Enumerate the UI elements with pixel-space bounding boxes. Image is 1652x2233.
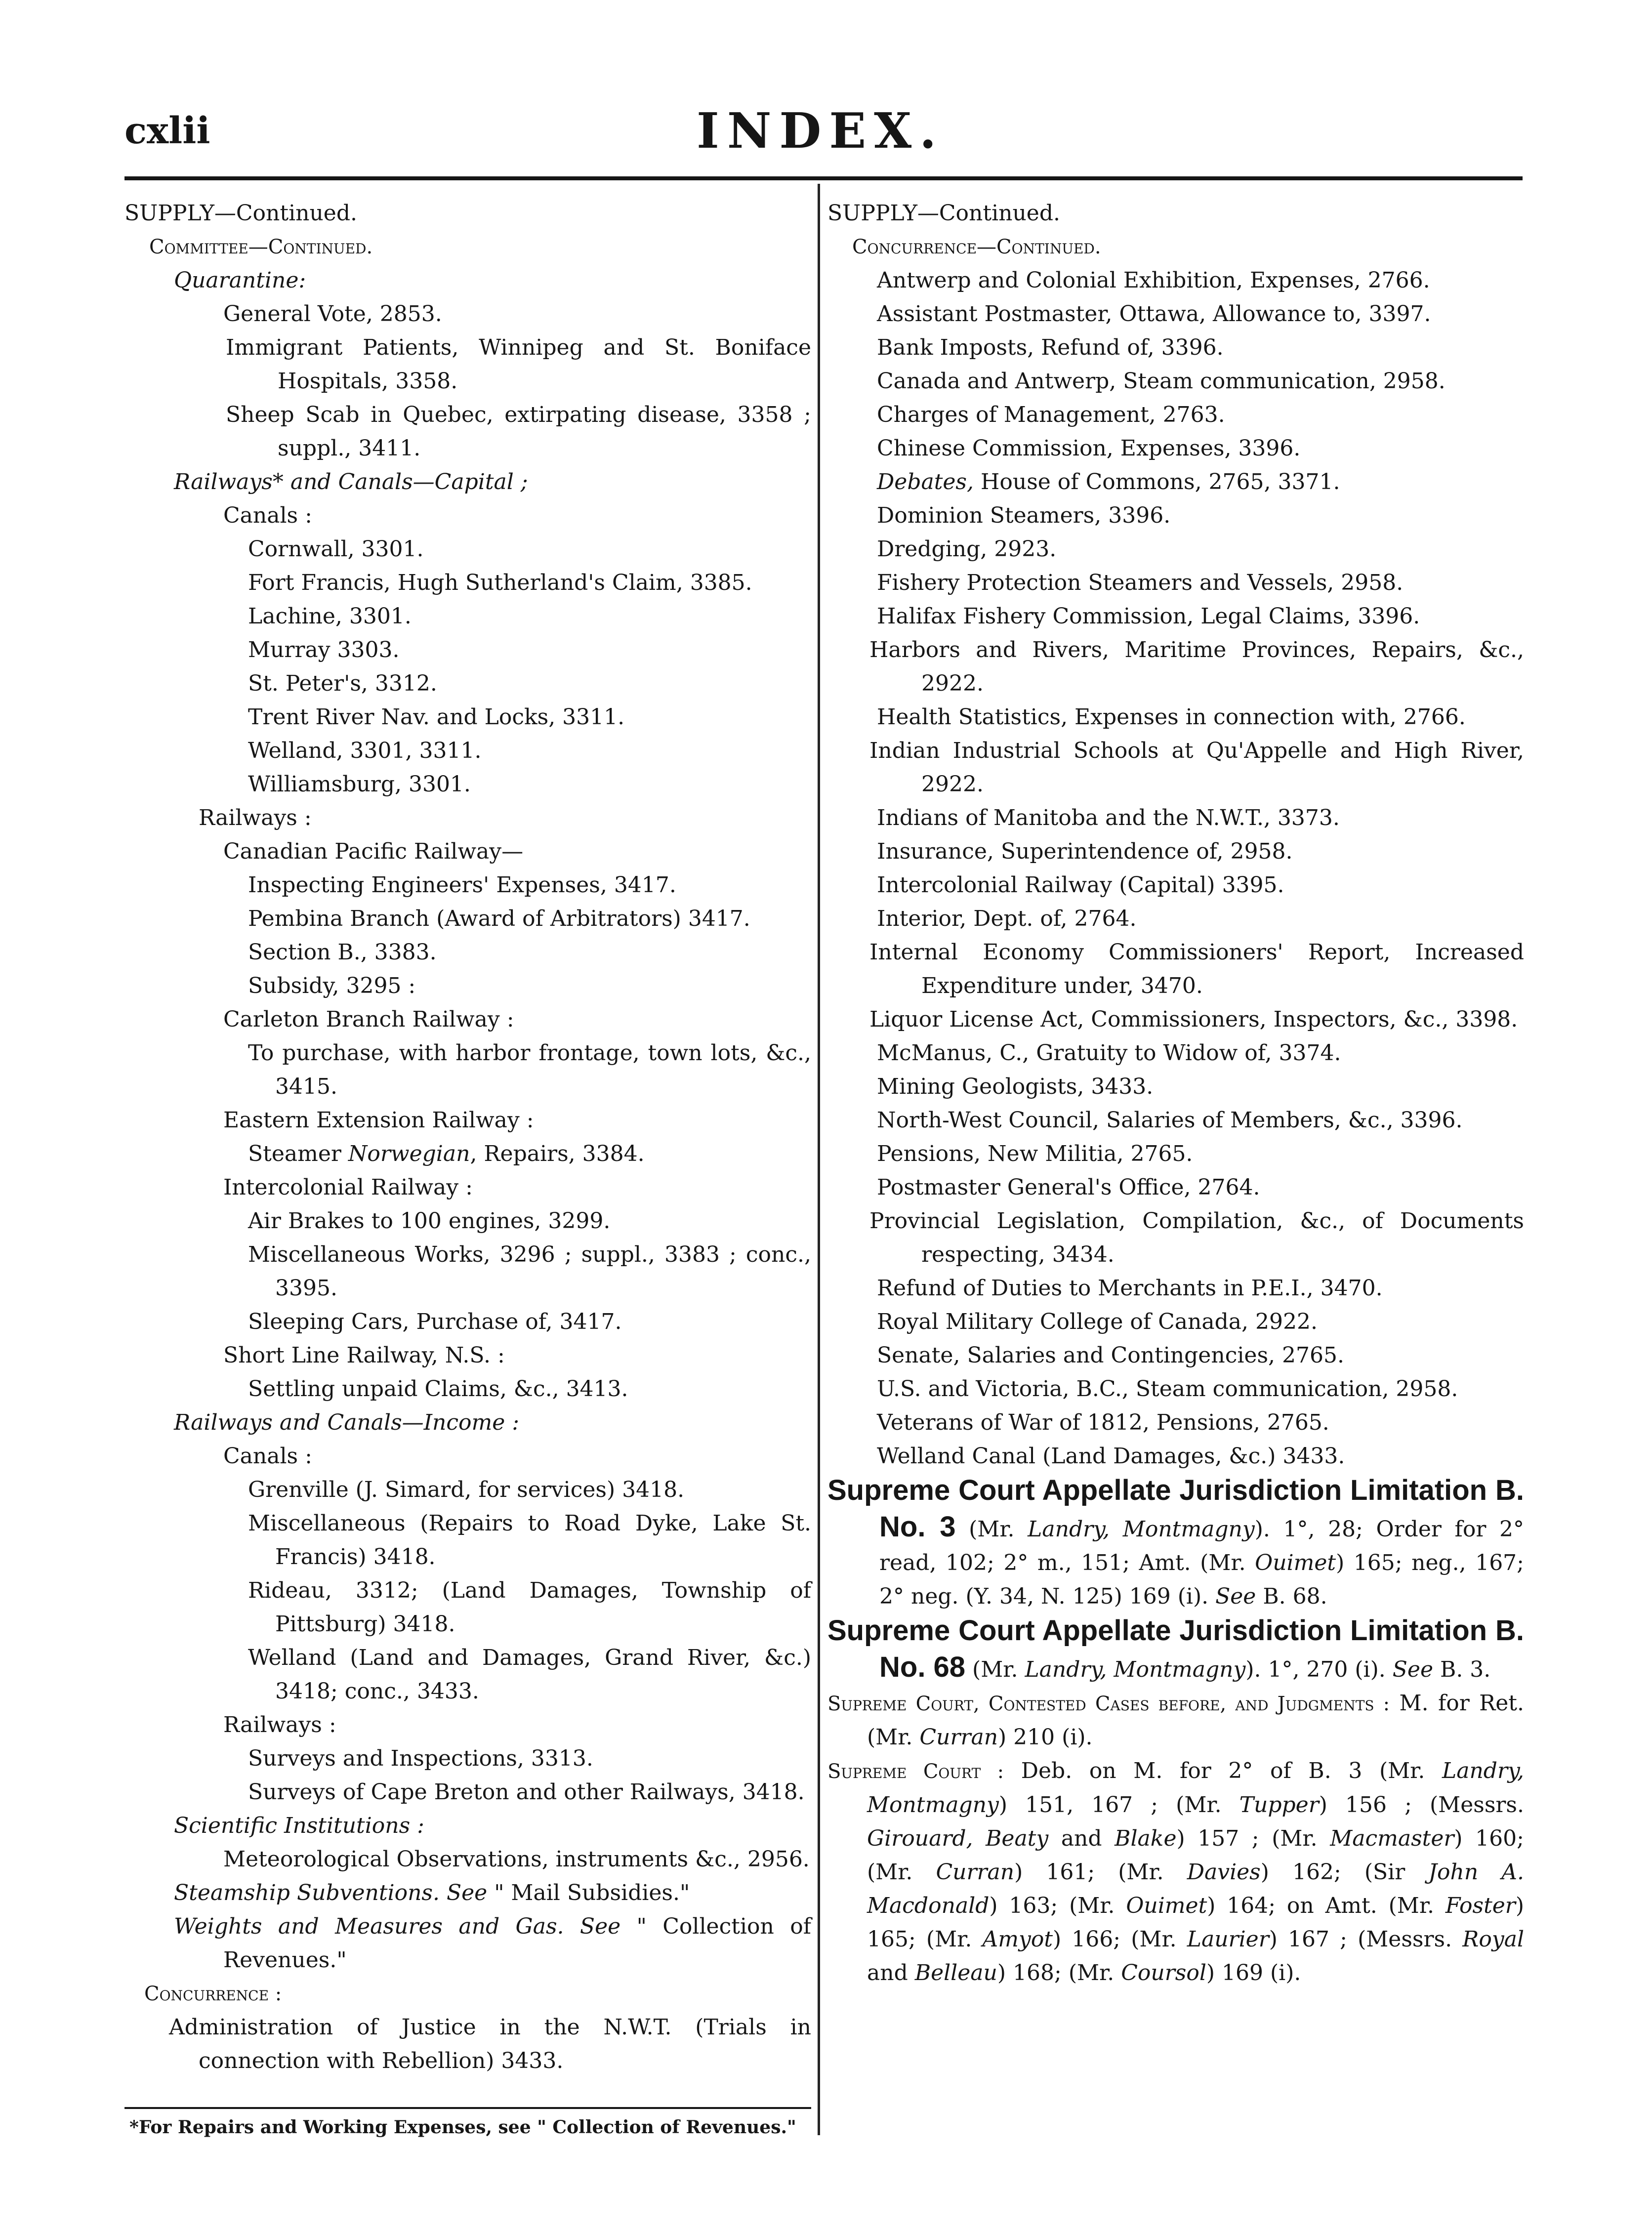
entry-text: ) 161; (Mr. bbox=[1014, 1860, 1187, 1885]
entry-text: ) 165; neg., 167; 2° neg. (Y. 34, N. 125) 169 (i). bbox=[879, 1550, 1525, 1609]
group-heading: Canals : bbox=[223, 1444, 312, 1469]
index-entry: Surveys of Cape Breton and other Railways, 3418. bbox=[248, 1779, 805, 1805]
category-heading: Quarantine: bbox=[174, 268, 306, 293]
entry-text: ) 168; (Mr. bbox=[997, 1960, 1121, 1985]
index-entry: Indian Industrial Schools at Qu'Appelle and High River, 2922. bbox=[869, 738, 1524, 797]
index-entry: Inspecting Engineers' Expenses, 3417. bbox=[248, 872, 676, 898]
footnote-rule bbox=[124, 2107, 811, 2109]
entry-text: Steamship Subventions. See bbox=[174, 1880, 488, 1905]
index-entry: Subsidy, 3295 : bbox=[248, 973, 416, 998]
index-entry: To purchase, with harbor frontage, town lots, &c., 3415. bbox=[248, 1040, 811, 1099]
bill-entry-68 bbox=[827, 1613, 1524, 1687]
index-entry: Administration of Justice in the N.W.T. (Trials in connection with Rebellion) 3433. bbox=[169, 2015, 811, 2073]
member-name: Ouimet bbox=[1255, 1550, 1336, 1575]
page-title: INDEX. bbox=[697, 103, 945, 160]
see-label: See bbox=[1392, 1657, 1433, 1682]
index-entry: Bank Imposts, Refund of, 3396. bbox=[877, 335, 1224, 360]
index-entry: Miscellaneous (Repairs to Road Dyke, Lake St. Francis) 3418. bbox=[248, 1511, 811, 1570]
index-entry: Royal Military College of Canada, 2922. bbox=[877, 1309, 1318, 1334]
member-name: Curran bbox=[919, 1725, 998, 1750]
group-heading: Railways : bbox=[223, 1712, 336, 1737]
member-name: Coursol bbox=[1121, 1960, 1206, 1985]
index-entry: Pensions, New Militia, 2765. bbox=[877, 1141, 1193, 1166]
entry-text: ) 167 ; (Messrs. bbox=[1269, 1927, 1463, 1952]
subsection-heading: Concurrence : bbox=[144, 1983, 282, 2005]
index-entry: Section B., 3383. bbox=[248, 940, 437, 965]
member-name: Foster bbox=[1445, 1893, 1516, 1918]
supreme-court-contested-cases-entry bbox=[827, 1687, 1524, 1754]
index-entry: Dominion Steamers, 3396. bbox=[877, 503, 1171, 528]
cross-reference: B. 3. bbox=[1433, 1657, 1491, 1682]
entry-text: Deb. on M. for 2° of B. 3 (Mr. bbox=[1004, 1758, 1442, 1783]
member-name: Macmaster bbox=[1330, 1826, 1454, 1851]
entry-text: ) 164; on Amt. (Mr. bbox=[1207, 1893, 1446, 1918]
entry-text: (Mr. bbox=[955, 1517, 1028, 1542]
entry-text: ) 151, 167 ; (Mr. bbox=[998, 1792, 1239, 1818]
member-name: Royal bbox=[1462, 1927, 1525, 1952]
entry-heading: Supreme Court : bbox=[827, 1760, 1004, 1783]
index-entry: Pembina Branch (Award of Arbitrators) 3417. bbox=[248, 906, 750, 931]
member-name: Belleau bbox=[914, 1960, 997, 1985]
category-heading: Railways* and Canals—Capital ; bbox=[174, 469, 528, 495]
index-entry: Welland (Land and Damages, Grand River, &c.) 3418; conc., 3433. bbox=[248, 1645, 811, 1704]
index-entry: Williamsburg, 3301. bbox=[248, 772, 471, 797]
index-entry: Rideau, 3312; (Land Damages, Township of Pittsburg) 3418. bbox=[248, 1578, 811, 1637]
entry-text: ) 157 ; (Mr. bbox=[1176, 1826, 1330, 1851]
entry-heading: Supreme Court, Contested Cases before, and Judgments : bbox=[827, 1693, 1390, 1715]
entry-text: ) 169 (i). bbox=[1206, 1960, 1301, 1985]
index-entry: Interior, Dept. of, 2764. bbox=[877, 906, 1137, 931]
index-entry: Health Statistics, Expenses in connection with, 2766. bbox=[877, 704, 1466, 730]
index-entry: Sheep Scab in Quebec, extirpating disease, 3358 ; suppl., 3411. bbox=[226, 402, 811, 461]
index-entry: Canada and Antwerp, Steam communication, 2958. bbox=[877, 369, 1446, 394]
index-entry: Indians of Manitoba and the N.W.T., 3373. bbox=[877, 805, 1340, 830]
entry-text: ) 156 ; (Messrs. bbox=[1319, 1792, 1524, 1818]
index-entry: Fishery Protection Steamers and Vessels, 2958. bbox=[877, 570, 1404, 595]
index-entry: Senate, Salaries and Contingencies, 2765. bbox=[877, 1343, 1344, 1368]
index-entry bbox=[124, 1876, 811, 1910]
group-heading: Railways : bbox=[199, 805, 312, 830]
index-entry: Insurance, Superintendence of, 2958. bbox=[877, 839, 1293, 864]
index-entry bbox=[124, 1137, 811, 1171]
index-entry: Welland, 3301, 3311. bbox=[248, 738, 482, 763]
ship-name: Norwegian bbox=[348, 1141, 470, 1166]
member-name: Landry, Montmagny bbox=[1028, 1517, 1255, 1542]
page-number: cxlii bbox=[124, 110, 210, 152]
index-entry: Charges of Management, 2763. bbox=[877, 402, 1225, 427]
entry-text: House of Commons, 2765, 3371. bbox=[974, 469, 1340, 495]
entry-text: ) 166; (Mr. bbox=[1053, 1927, 1187, 1952]
bill-title: Supreme Court Appellate Jurisdiction Limitation B. No. 3 bbox=[827, 1474, 1524, 1543]
entry-text: ). 1°, 28; Order for 2° read, 102; 2° m., 151; Amt. (Mr. bbox=[879, 1517, 1524, 1575]
group-heading: Eastern Extension Railway : bbox=[223, 1108, 534, 1133]
group-heading: Short Line Railway, N.S. : bbox=[223, 1343, 505, 1368]
subsection-heading: Committee—Continued. bbox=[149, 236, 373, 258]
index-entry: Harbors and Rivers, Maritime Provinces, Repairs, &c., 2922. bbox=[869, 637, 1524, 696]
index-entry: Sleeping Cars, Purchase of, 3417. bbox=[248, 1309, 622, 1334]
index-entry: Dredging, 2923. bbox=[877, 537, 1057, 562]
index-entry: Provincial Legislation, Compilation, &c., of Documents respecting, 3434. bbox=[869, 1208, 1524, 1267]
entry-text: ) 162; (Sir bbox=[1260, 1860, 1429, 1885]
entry-text: and bbox=[1048, 1826, 1115, 1851]
bill-entry-3 bbox=[827, 1473, 1524, 1613]
entry-text: ) 165; (Mr. bbox=[867, 1893, 1524, 1952]
index-entry: St. Peter's, 3312. bbox=[248, 671, 437, 696]
index-entry: Murray 3303. bbox=[248, 637, 400, 662]
group-heading: Canals : bbox=[223, 503, 312, 528]
section-heading: SUPPLY—Continued. bbox=[827, 201, 1061, 226]
member-name: Davies bbox=[1187, 1860, 1261, 1885]
index-entry bbox=[124, 1910, 811, 1977]
entry-text: Debates, bbox=[877, 469, 974, 495]
index-entry: Air Brakes to 100 engines, 3299. bbox=[248, 1208, 611, 1234]
group-heading: Intercolonial Railway : bbox=[223, 1175, 473, 1200]
member-name: Tupper bbox=[1239, 1792, 1319, 1818]
section-heading bbox=[124, 197, 811, 230]
member-name: Curran bbox=[936, 1860, 1015, 1885]
index-entry: Antwerp and Colonial Exhibition, Expenses, 2766. bbox=[877, 268, 1430, 293]
entry-text: M. for Ret. (Mr. bbox=[867, 1691, 1524, 1750]
subsection-heading: Concurrence—Continued. bbox=[852, 236, 1101, 258]
group-heading: Canadian Pacific Railway— bbox=[223, 839, 524, 864]
entry-text: ) 163; (Mr. bbox=[989, 1893, 1126, 1918]
member-name: Amyot bbox=[982, 1927, 1053, 1952]
index-entry: Surveys and Inspections, 3313. bbox=[248, 1746, 593, 1771]
index-entry: Chinese Commission, Expenses, 3396. bbox=[877, 436, 1301, 461]
index-entry: Postmaster General's Office, 2764. bbox=[877, 1175, 1260, 1200]
member-name: Landry, Montmagny bbox=[1025, 1657, 1246, 1682]
index-entry: General Vote, 2853. bbox=[223, 301, 442, 327]
entry-text: Steamer bbox=[248, 1141, 348, 1166]
index-entry: Liquor License Act, Commissioners, Inspectors, &c., 3398. bbox=[869, 1007, 1518, 1032]
category-heading: Scientific Institutions : bbox=[174, 1813, 425, 1838]
entry-text: (Mr. bbox=[965, 1657, 1025, 1682]
index-entry: U.S. and Victoria, B.C., Steam communication, 2958. bbox=[877, 1376, 1458, 1402]
member-name: Ouimet bbox=[1126, 1893, 1207, 1918]
index-entry: McManus, C., Gratuity to Widow of, 3374. bbox=[877, 1040, 1341, 1066]
index-entry: Refund of Duties to Merchants in P.E.I., 3470. bbox=[877, 1276, 1383, 1301]
index-entry: North-West Council, Salaries of Members, &c., 3396. bbox=[877, 1108, 1463, 1133]
index-entry: Trent River Nav. and Locks, 3311. bbox=[248, 704, 625, 730]
index-entry: Halifax Fishery Commission, Legal Claims, 3396. bbox=[877, 604, 1420, 629]
member-name: Blake bbox=[1115, 1826, 1177, 1851]
index-entry: Assistant Postmaster, Ottawa, Allowance to, 3397. bbox=[877, 301, 1431, 327]
entry-text: , Repairs, 3384. bbox=[470, 1141, 645, 1166]
index-entry: Internal Economy Commissioners' Report, Increased Expenditure under, 3470. bbox=[869, 940, 1524, 998]
index-entry: Cornwall, 3301. bbox=[248, 537, 424, 562]
category-heading: Railways and Canals—Income : bbox=[174, 1410, 520, 1435]
index-entry bbox=[827, 465, 1524, 499]
cross-reference: " Collection of Revenues." bbox=[223, 1914, 811, 1973]
entry-text: ) 210 (i). bbox=[998, 1725, 1093, 1750]
index-entry: Veterans of War of 1812, Pensions, 2765. bbox=[877, 1410, 1329, 1435]
group-heading: Carleton Branch Railway : bbox=[223, 1007, 514, 1032]
cross-reference: B. 68. bbox=[1256, 1584, 1327, 1609]
section-title: SUPPLY—Continued. bbox=[124, 201, 358, 226]
entry-text: and bbox=[867, 1960, 915, 1985]
index-entry: Welland Canal (Land Damages, &c.) 3433. bbox=[877, 1444, 1345, 1469]
index-entry: Lachine, 3301. bbox=[248, 604, 412, 629]
member-name: John A. Macdonald bbox=[867, 1860, 1524, 1918]
bill-title: Supreme Court Appellate Jurisdiction Limitation B. No. 68 bbox=[827, 1614, 1524, 1683]
entry-text: Weights and Measures and Gas. See bbox=[174, 1914, 621, 1939]
entry-text: ). 1°, 270 (i). bbox=[1245, 1657, 1393, 1682]
supreme-court-debate-entry bbox=[827, 1754, 1524, 1990]
member-name: Girouard, Beaty bbox=[867, 1826, 1049, 1851]
index-entry: Meteorological Observations, instruments &c., 2956. bbox=[223, 1847, 810, 1872]
cross-reference: " Mail Subsidies." bbox=[487, 1880, 690, 1905]
column-divider bbox=[818, 184, 820, 2135]
index-entry: Grenville (J. Simard, for services) 3418. bbox=[248, 1477, 685, 1502]
index-entry: Mining Geologists, 3433. bbox=[877, 1074, 1154, 1099]
footnote: *For Repairs and Working Expenses, see " Collection of Revenues." bbox=[129, 2117, 796, 2138]
member-name: Laurier bbox=[1187, 1927, 1269, 1952]
index-entry: Intercolonial Railway (Capital) 3395. bbox=[877, 872, 1284, 898]
right-column bbox=[827, 197, 1524, 1990]
see-label: See bbox=[1215, 1584, 1256, 1609]
index-entry: Settling unpaid Claims, &c., 3413. bbox=[248, 1376, 628, 1402]
left-column bbox=[124, 197, 811, 2078]
member-name: Landry, Montmagny bbox=[867, 1758, 1524, 1818]
entry-text: ) 160; (Mr. bbox=[867, 1826, 1524, 1885]
index-entry: Miscellaneous Works, 3296 ; suppl., 3383 ; conc., 3395. bbox=[248, 1242, 811, 1301]
header-rule bbox=[124, 176, 1523, 180]
index-entry: Immigrant Patients, Winnipeg and St. Boniface Hospitals, 3358. bbox=[226, 335, 811, 394]
index-entry: Fort Francis, Hugh Sutherland's Claim, 3385. bbox=[248, 570, 752, 595]
